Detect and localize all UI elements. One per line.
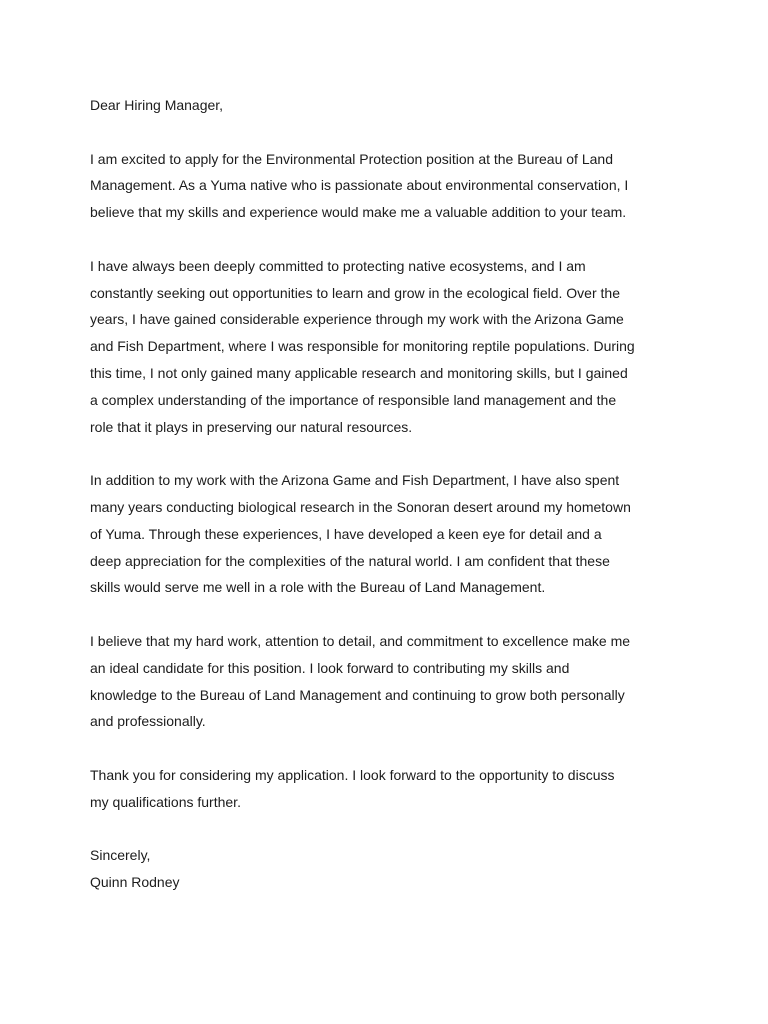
closing: Sincerely, xyxy=(90,847,151,864)
paragraph-research: In addition to my work with the Arizona Game and Fish Department, I have also spent many years conducting biological research in the Sonoran desert around my hometown of Yuma. Through these experiences, I have developed a keen eye for detail and a deep appreciation for the complexities of the natural world. I am confident that these skills would serve me well in a role with the Bureau of Land Management. xyxy=(90,472,631,596)
paragraph-intro: I am excited to apply for the Environmental Protection position at the Bureau of Land Management. As a Yuma native who is passionate about environmental conservation, I believe that my skills and experience would make me a valuable addition to your team. xyxy=(90,150,629,221)
cover-letter xyxy=(90,92,690,896)
paragraph-thanks: Thank you for considering my application. I look forward to the opportunity to discuss my qualifications further. xyxy=(90,766,615,810)
paragraph-experience: I have always been deeply committed to protecting native ecosystems, and I am constantly seeking out opportunities to learn and grow in the ecological field. Over the years, I have gained considerable experience through my work with the Arizona Game and Fish Department, where I was responsible for monitoring reptile populations. During this time, I not only gained many applicable research and monitoring skills, but I gained a complex understanding of the importance of responsible land management and the role that it plays in preserving our natural resources. xyxy=(90,257,635,435)
signature-name: Quinn Rodney xyxy=(90,874,180,891)
salutation: Dear Hiring Manager, xyxy=(90,97,224,113)
paragraph-qualifications: I believe that my hard work, attention to detail, and commitment to excellence make me an ideal candidate for this position. I look forward to contributing my skills and knowledge to the Bureau of Land Management and continuing to grow both personally and professionally. xyxy=(90,632,631,730)
